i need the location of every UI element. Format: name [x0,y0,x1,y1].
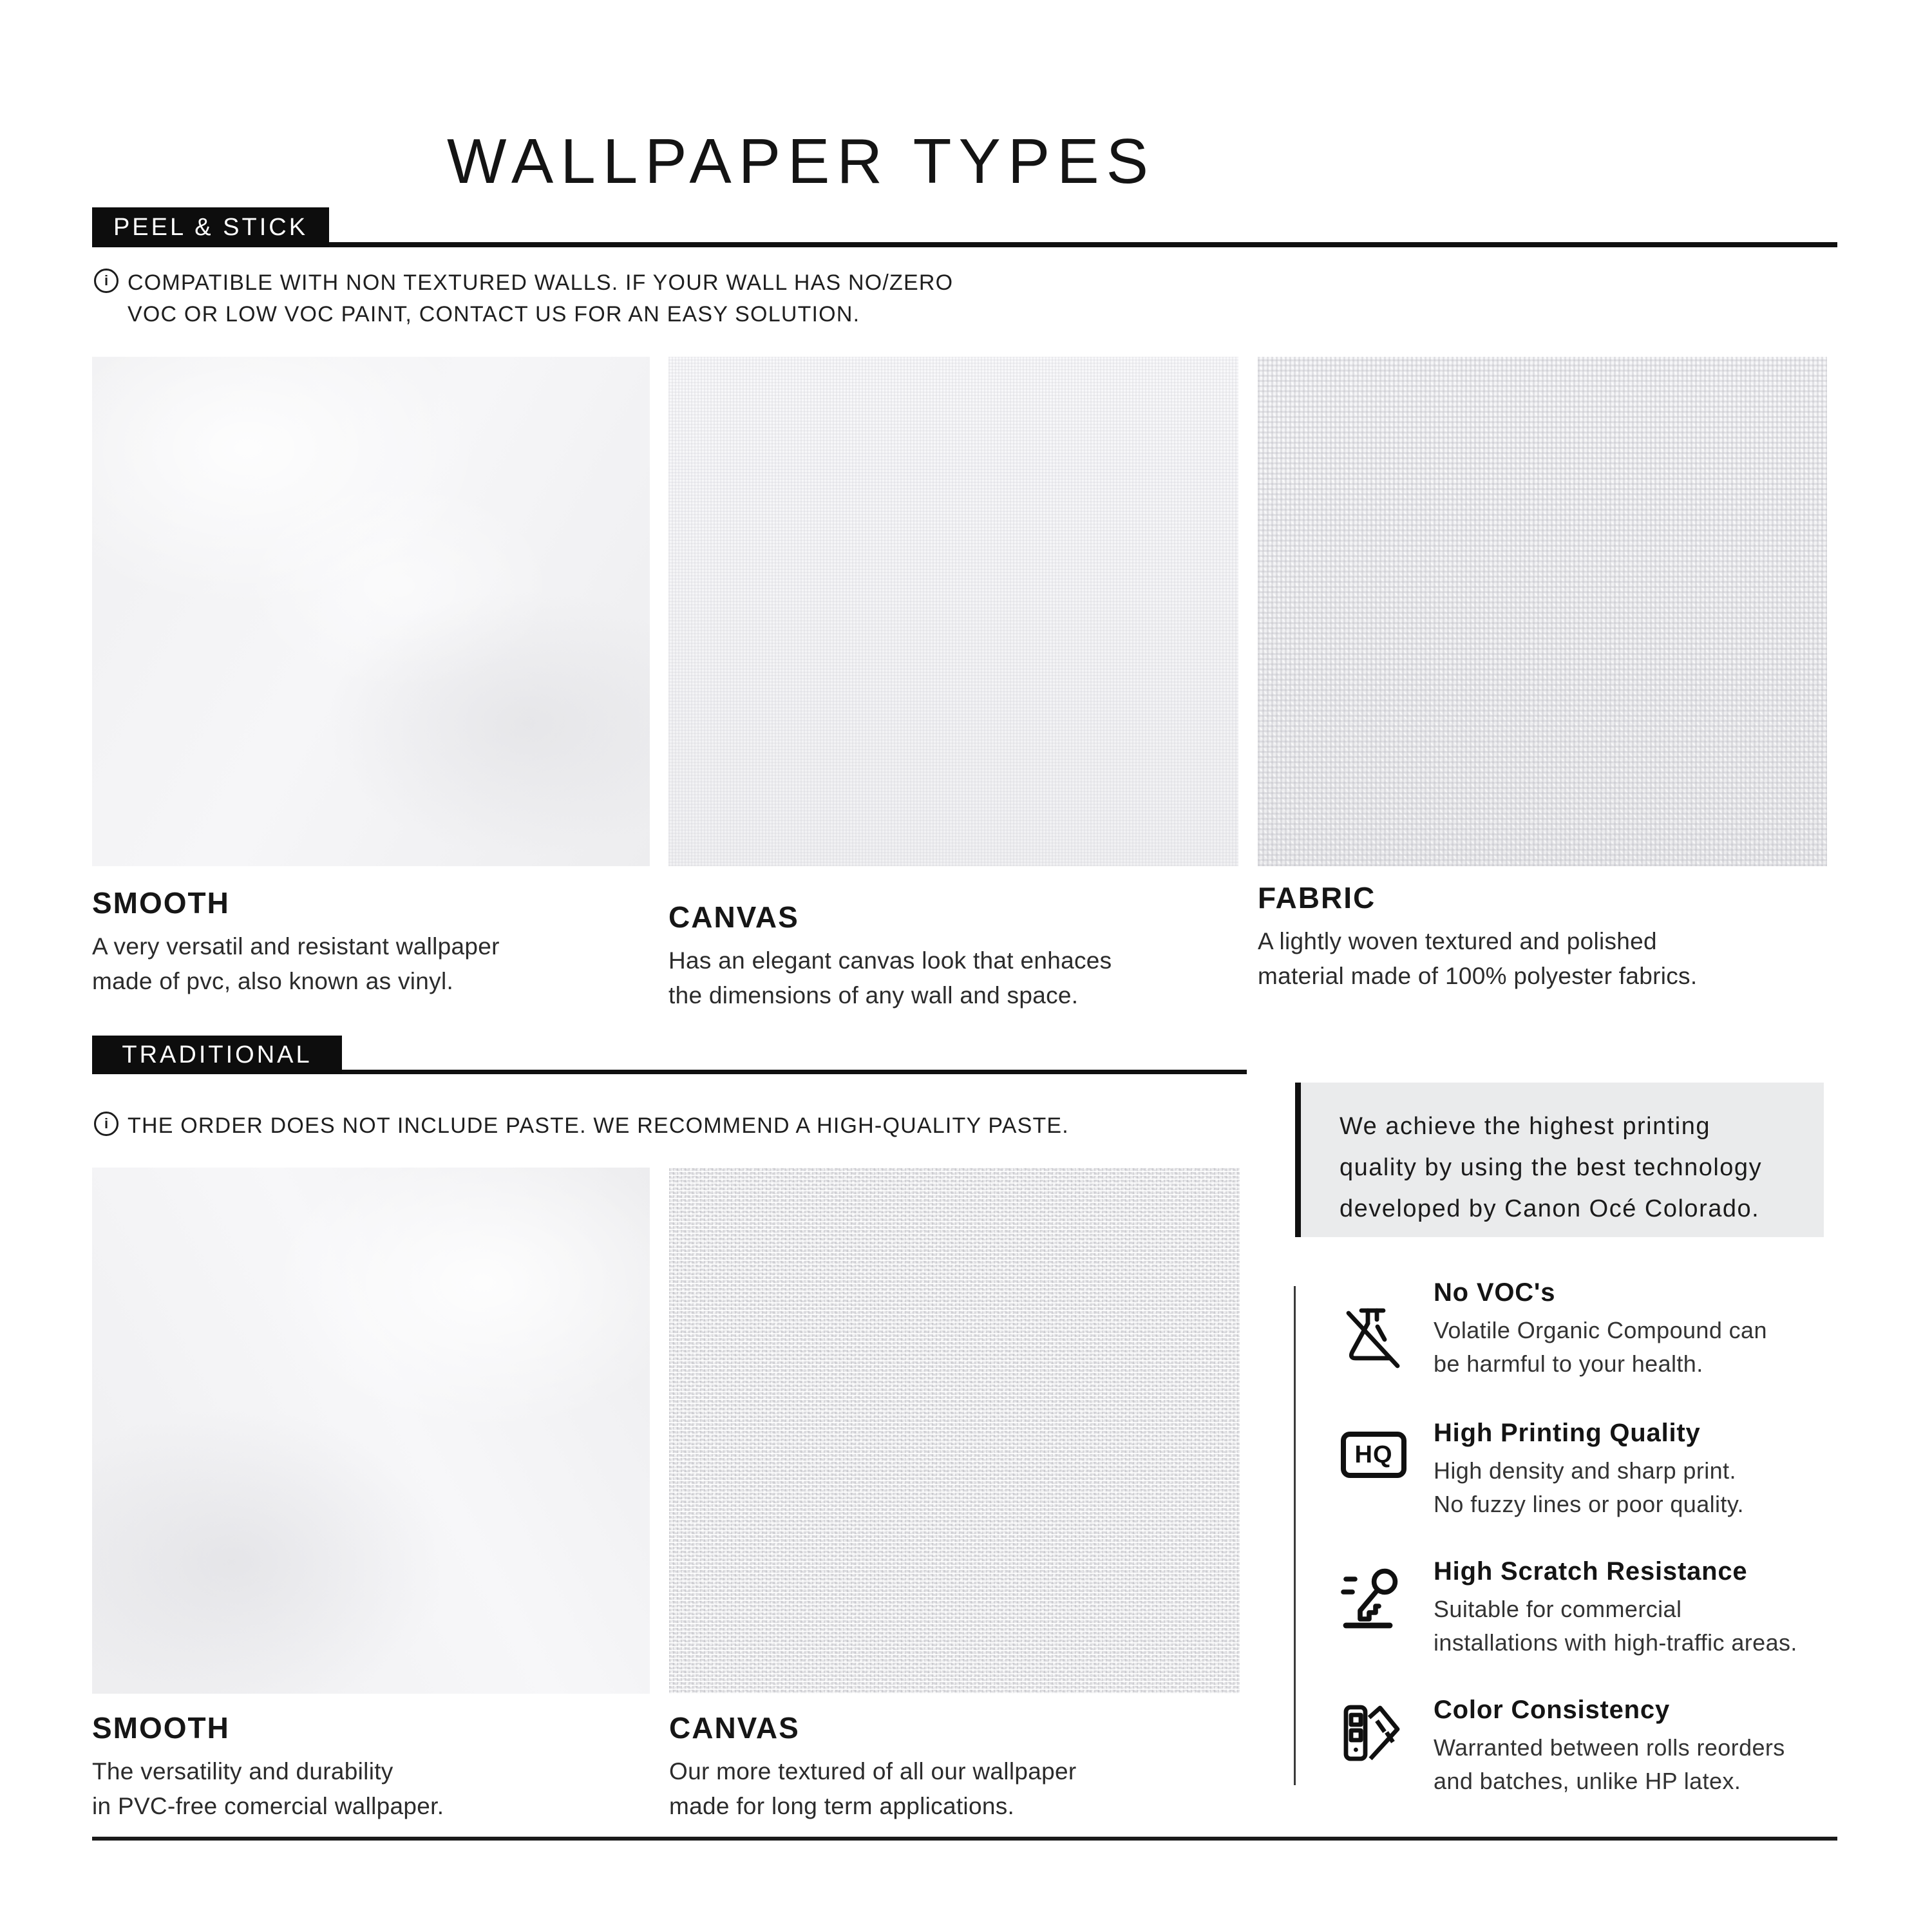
smooth-texture-image [92,1168,650,1694]
section-tag-traditional: TRADITIONAL [92,1036,342,1074]
section-rule-traditional [338,1070,1247,1074]
peel-stick-note [94,267,953,330]
swatch-description: Has an elegant canvas look that enhaces the dimensions of any wall and space. [668,947,1112,1009]
hq-badge-icon: HQ [1341,1428,1410,1478]
swatch-description: A very versatil and resistant wallpaper made of pvc, also known as vinyl. [92,933,500,994]
traditional-note [94,1110,1069,1142]
feature-title: Color Consistency [1434,1696,1670,1724]
swatch-description: The versatility and durability in PVC-free comercial wallpaper. [92,1758,444,1819]
swatch-name: SMOOTH [92,886,230,920]
feature-description: Volatile Organic Compound can be harmful to your health. [1434,1317,1767,1377]
feature-description: Warranted between rolls reorders and batches, unlike HP latex. [1434,1734,1785,1794]
canvas-texture-image [668,357,1238,866]
swatch-name: CANVAS [669,1711,800,1745]
feature-color-consistency [1341,1696,1785,1798]
swatch-card-traditional-canvas [669,1168,1240,1824]
note-line: COMPATIBLE WITH NON TEXTURED WALLS. IF YOUR WALL HAS NO/ZERO [128,270,954,295]
features-divider-line [1294,1286,1296,1785]
info-icon: i [94,1112,118,1136]
section-tag-peel-stick: PEEL & STICK [92,207,329,247]
swatch-card-peel-fabric [1258,357,1827,994]
swatch-card-peel-smooth [92,357,650,999]
canvas-rough-texture-image [669,1168,1240,1694]
feature-title: High Scratch Resistance [1434,1557,1748,1586]
swatch-description: Our more textured of all our wallpaper made for long term applications. [669,1758,1077,1819]
bottom-rule [92,1837,1837,1841]
feature-high-scratch-resistance [1341,1557,1797,1660]
feature-title: No VOC's [1434,1278,1556,1307]
note-line: THE ORDER DOES NOT INCLUDE PASTE. WE RECOMMEND A HIGH-QUALITY PASTE. [128,1113,1069,1138]
no-voc-flask-icon [1341,1302,1410,1377]
info-icon: i [94,269,118,293]
color-swatchbook-icon [1341,1701,1410,1771]
feature-no-vocs [1341,1278,1767,1381]
feature-description: Suitable for commercial installations with high-traffic areas. [1434,1596,1797,1656]
smooth-texture-image [92,357,650,866]
swatch-card-peel-canvas [668,357,1238,1013]
quote-line: We achieve the highest printing [1340,1113,1711,1140]
section-rule-peel-stick [325,242,1837,247]
feature-description: High density and sharp print. No fuzzy lines or poor quality. [1434,1457,1744,1517]
swatch-name: FABRIC [1258,881,1376,914]
quote-line: developed by Canon Océ Colorado. [1340,1195,1760,1222]
feature-high-printing-quality [1341,1419,1744,1521]
page-title: WALLPAPER TYPES [447,125,1155,196]
swatch-card-traditional-smooth [92,1168,650,1824]
note-line: VOC OR LOW VOC PAINT, CONTACT US FOR AN EASY SOLUTION. [128,302,860,327]
quote-accent-bar [1295,1083,1301,1237]
scratch-key-icon [1341,1564,1410,1634]
fabric-texture-image [1258,357,1827,866]
swatch-description: A lightly woven textured and polished material made of 100% polyester fabrics. [1258,928,1698,989]
printing-quality-quote [1301,1083,1824,1237]
swatch-name: CANVAS [668,900,799,934]
quote-line: quality by using the best technology [1340,1154,1763,1181]
feature-title: High Printing Quality [1434,1419,1701,1447]
swatch-name: SMOOTH [92,1711,230,1745]
